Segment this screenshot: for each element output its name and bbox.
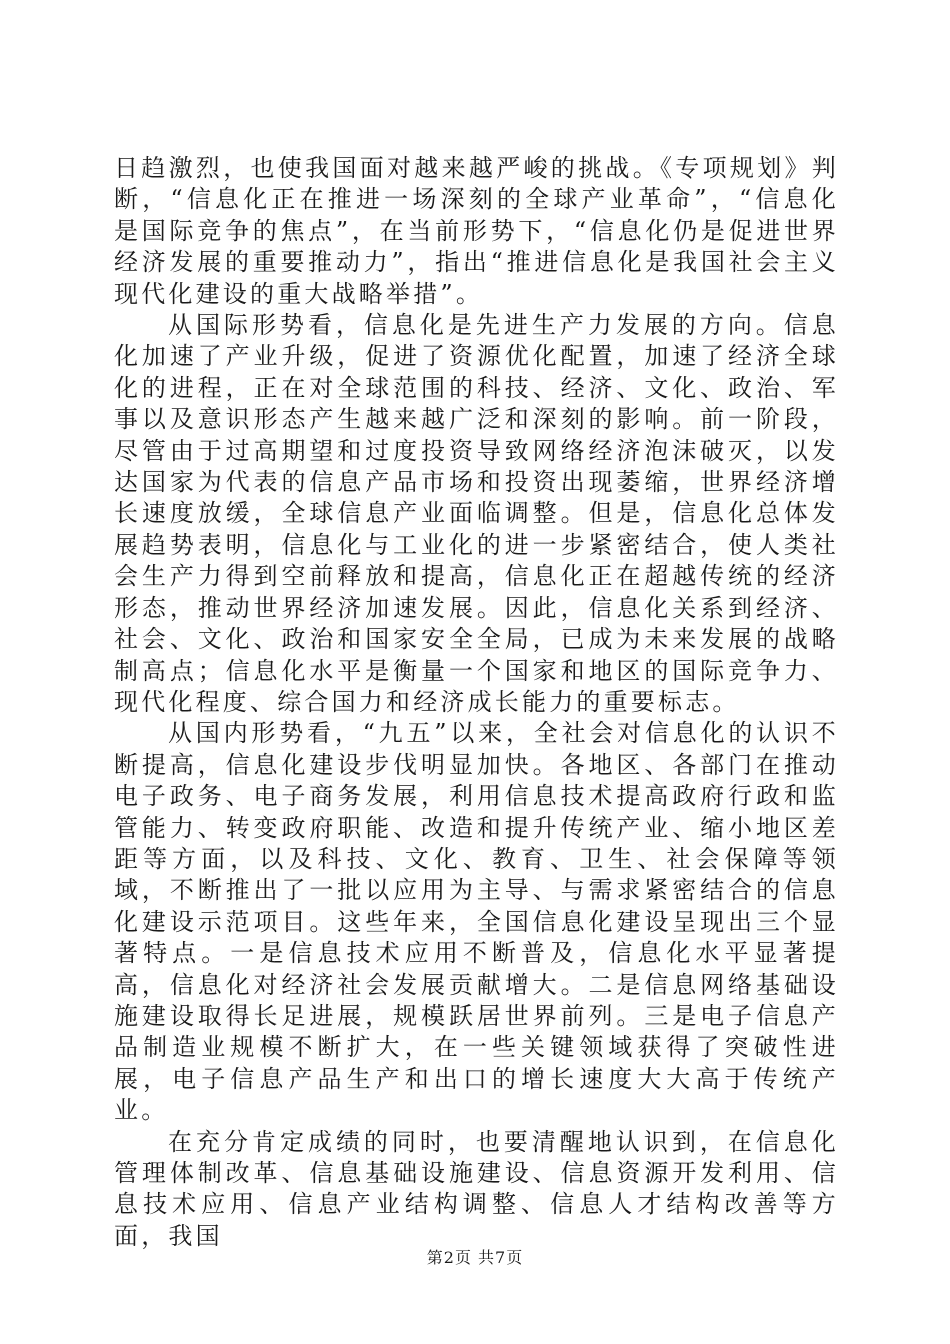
paragraph-2: 从国际形势看，信息化是先进生产力发展的方向。信息化加速了产业升级，促进了资源优化配置，加速了经济全球化的进程，正在对全球范围的科技、经济、文化、政治、军事以及意识形态产生越来越广泛和深刻的影响。前一阶段，尽管由于过高期望和过度投资导致网络经济泡沫破灭，以发达国家为代表的信息产品市场和投资出现萎缩，世界经济增长速度放缓，全球信息产业面临调整。但是，信息化总体发展趋势表明，信息化与工业化的进一步紧密结合，使人类社会生产力得到空前释放和提高，信息化正在超越传统的经济形态，推动世界经济加速发展。因此，信息化关系到经济、社会、文化、政治和国家安全全局，已成为未来发展的战略制高点；信息化水平是衡量一个国家和地区的国际竞争力、现代化程度、综合国力和经济成长能力的重要标志。 xyxy=(114,311,839,716)
paragraph-3: 从国内形势看，“九五”以来，全社会对信息化的认识不断提高，信息化建设步伐明显加快。各地区、各部门在推动电子政务、电子商务发展，利用信息技术提高政府行政和监管能力、转变政府职能、改造和提升传统产业、缩小地区差距等方面，以及科技、文化、教育、卫生、社会保障等领域，不断推出了一批以应用为主导、与需求紧密结合的信息化建设示范项目。这些年来，全国信息化建设呈现出三个显著特点。一是信息技术应用不断普及，信息化水平显著提高，信息化对经济社会发展贡献增大。二是信息网络基础设施建设取得长足进展，规模跃居世界前列。三是电子信息产品制造业规模不断扩大，在一些关键领域获得了突破性进展，电子信息产品生产和出口的增长速度大大高于传统产业。 xyxy=(114,719,839,1125)
body-text xyxy=(114,153,839,1252)
page-number-footer: 第2页 共7页 xyxy=(426,1248,524,1267)
paragraph-4: 在充分肯定成绩的同时，也要清醒地认识到，在信息化管理体制改革、信息基础设施建设、信息资源开发利用、信息技术应用、信息产业结构调整、信息人才结构改善等方面，我国 xyxy=(114,1127,839,1250)
paragraph-1: 日趋激烈，也使我国面对越来越严峻的挑战。《专项规划》判断，“信息化正在推进一场深刻的全球产业革命”，“信息化是国际竞争的焦点”，在当前形势下，“信息化仍是促进世界经济发展的重要推动力”，指出“推进信息化是我国社会主义现代化建设的重大战略举措”。 xyxy=(114,154,839,308)
